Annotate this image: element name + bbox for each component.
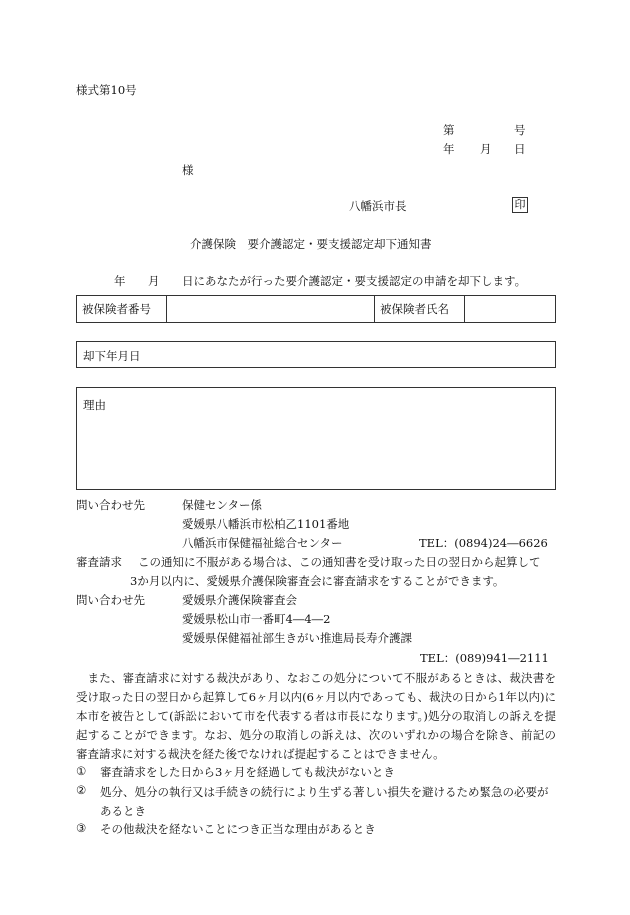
insured-name-label: 被保険者氏名	[375, 296, 465, 322]
insured-info-row	[76, 295, 556, 323]
intro-year: 年	[114, 274, 126, 288]
insured-number-label: 被保険者番号	[77, 296, 167, 322]
contact2-tel: TEL：(089)941―2111	[420, 651, 549, 665]
reason-label: 理由	[83, 398, 106, 412]
date-month: 月	[480, 142, 492, 156]
contact2-address: 愛媛県松山市一番町4―4―2	[182, 612, 331, 626]
condition-2-text: 処分、処分の執行又は手続きの続行により生ずる著しい損失を避けるため緊急の必要があるとき	[100, 785, 549, 818]
condition-1-mark: ①	[76, 764, 87, 778]
condition-3-mark: ③	[76, 821, 87, 835]
contact2-name: 愛媛県介護保険審査会	[182, 593, 297, 607]
appeal-label: 審査請求	[76, 555, 122, 569]
intro-month: 月	[148, 274, 160, 288]
contact2-dept: 愛媛県保健福祉部生きがい推進局長寿介護課	[182, 631, 412, 645]
form-number: 様式第10号	[76, 83, 137, 97]
insured-name-field[interactable]	[465, 296, 555, 322]
appeal-line2: 3か月以内に、愛媛県介護保険審査会に審査請求をすることができます。	[130, 574, 505, 588]
reason-box[interactable]	[76, 387, 556, 490]
appeal-line1: この通知に不服がある場合は、この通知書を受け取った日の翌日から起算して	[138, 555, 541, 569]
rejection-date-row[interactable]	[76, 341, 556, 368]
rejection-date-label: 却下年月日	[83, 349, 141, 363]
condition-1-text: 審査請求をした日から3ヶ月を経過しても裁決がないとき	[100, 765, 395, 779]
date-year: 年	[443, 142, 455, 156]
condition-3-text: その他裁決を経ないことにつき正当な理由があるとき	[100, 822, 376, 836]
contact1-dept: 保健センター係	[182, 498, 263, 512]
insured-number-field[interactable]	[167, 296, 375, 322]
litigation-paragraph: また、審査請求に対する裁決があり、なおこの処分について不服があるときは、裁決書を受け取った日の翌日から起算して6ヶ月以内(6ヶ月以内であっても、裁決の日から1年以内)に本市を被告として(訴訟において市を代表する者は市長になります。)処分の取消しの訴えを提起することができます。なお、処分の取消しの訴えは、次のいずれかの場合を除き、前記の審査請求に対する裁決を経た後でなければ提起することはできません。	[76, 671, 556, 761]
date-day: 日	[514, 142, 526, 156]
contact1-office: 八幡浜市保健福祉総合センター	[182, 536, 343, 550]
issuer-name: 八幡浜市長	[349, 199, 407, 213]
condition-2-mark: ②	[76, 783, 87, 797]
doc-number-suffix: 号	[514, 123, 526, 137]
seal-mark: 印	[512, 197, 528, 213]
contact1-address: 愛媛県八幡浜市松柏乙1101番地	[182, 517, 350, 531]
intro-statement: 日にあなたが行った要介護認定・要支援認定の申請を却下します。	[182, 274, 527, 288]
doc-number-prefix: 第	[443, 123, 455, 137]
recipient-suffix: 様	[182, 163, 194, 177]
contact2-label: 問い合わせ先	[76, 593, 145, 607]
contact1-label: 問い合わせ先	[76, 498, 145, 512]
document-title: 介護保険 要介護認定・要支援認定却下通知書	[190, 237, 432, 251]
contact1-tel: TEL：(0894)24―6626	[419, 536, 548, 550]
